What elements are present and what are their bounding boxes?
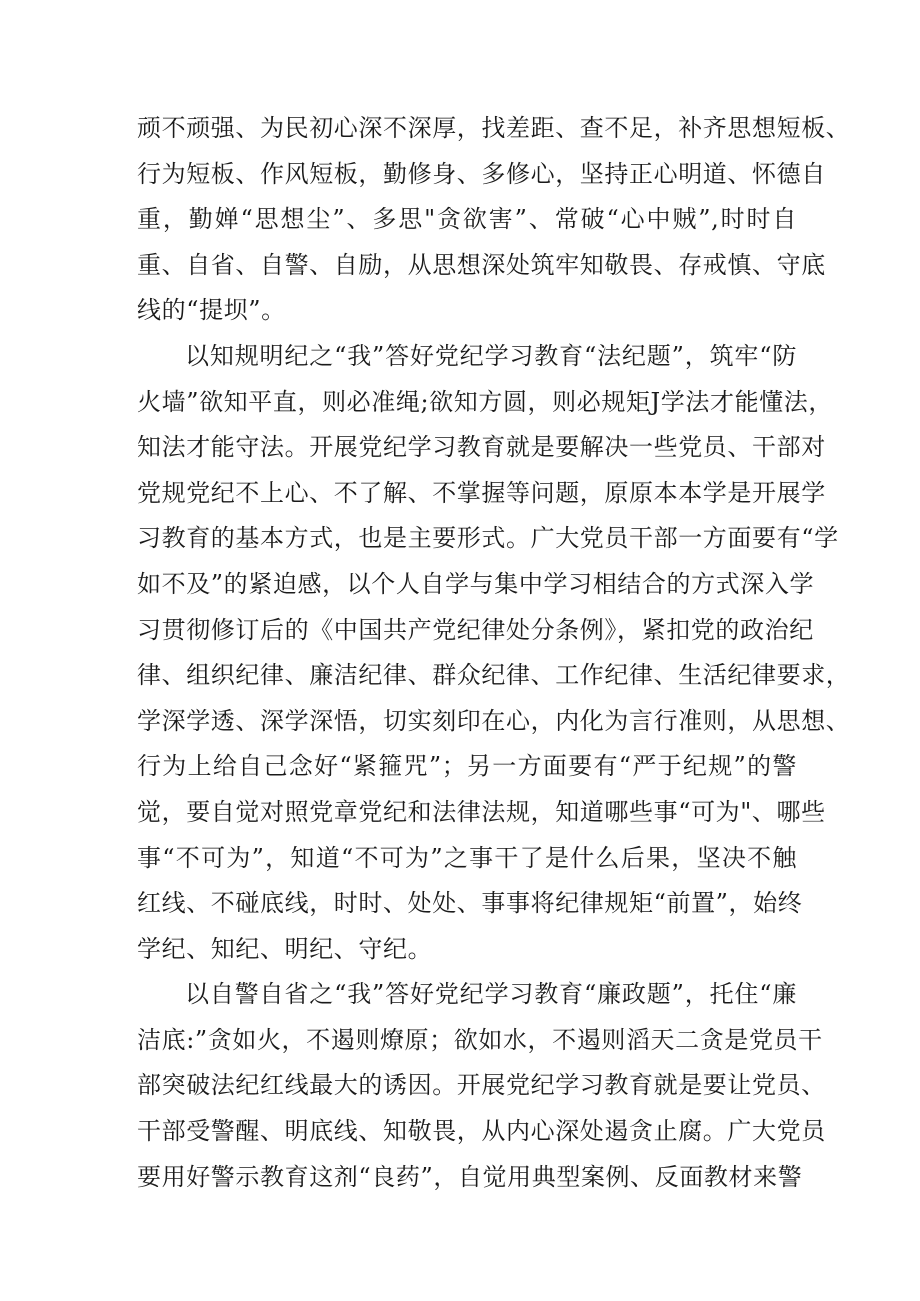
text-line: 要用好警示教育这剂“良药”，自觉用典型案例、反面教材来警 [137, 1162, 803, 1191]
text-line: 如不及”的紧迫感，以个人自学与集中学习相结合的方式深入学 [137, 569, 815, 598]
text-line: 觉，要自觉对照党章党纪和法律法规，知道哪些事“可为"、哪些 [137, 797, 826, 826]
paragraph-1 [137, 106, 851, 334]
text-line: 重、自省、自警、自励，从思想深处筑牢知敬畏、存戒慎、守底 [137, 250, 826, 279]
text-line: 律、组织纪律、廉洁纪律、群众纪律、工作纪律、生活纪律要求， [137, 661, 851, 690]
text-line: 干部受警醒、明底线、知敬畏，从内心深处遏贪止腐。广大党员 [137, 1117, 826, 1146]
paragraph-3 [137, 972, 826, 1200]
text-line: 习教育的基本方式，也是主要形式。广大党员干部一方面要有“学 [137, 524, 839, 553]
text-line: 行为短板、作风短板，勤修身、多修心，坚持正心明道、怀德自 [137, 159, 826, 188]
text-line: 行为上给自己念好“紧箍咒”；另一方面要有“严于纪规”的警 [137, 752, 797, 781]
text-line: 学深学透、深学深悟，切实刻印在心，内化为言行准则，从思想、 [137, 706, 851, 735]
text-line: 党规党纪不上心、不了解、不掌握等问题，原原本本学是开展学 [137, 478, 826, 507]
text-line: 洁底:”贪如火，不遏则燎原；欲如水，不遏则滔天二贪是党员干 [137, 1025, 823, 1054]
text-line: 火墙”欲知平直，则必准绳;欲知方圆，则必规矩J学法才能懂法， [137, 387, 833, 416]
text-line: 线的“提坝”。 [137, 296, 286, 325]
text-line: 红线、不碰底线，时时、处处、事事将纪律规矩“前置”，始终 [137, 889, 803, 918]
body-text [137, 106, 851, 1200]
text-line: 以自警自省之“我”答好党纪学习教育“廉政题”，托住“廉 [185, 980, 797, 1009]
text-line: 部突破法纪红线最大的诱因。开展党纪学习教育就是要让党员、 [137, 1071, 826, 1100]
text-line: 事“不可为”，知道“不可为”之事干了是什么后果，坚决不触 [137, 843, 797, 872]
text-line: 学纪、知纪、明纪、守纪。 [137, 934, 433, 963]
text-line: 顽不顽强、为民初心深不深厚，找差距、查不足，补齐思想短板、 [137, 114, 851, 142]
text-line: 重，勤婵“思想尘”、多思"贪欲害”、常破“心中贼”,时时自 [137, 205, 797, 234]
text-line: 习贯彻修订后的《中国共产党纪律处分条例》，紧扣党的政治纪 [137, 615, 814, 644]
paragraph-2 [137, 334, 851, 972]
text-line: 知法才能守法。开展党纪学习教育就是要解决一些党员、干部对 [137, 433, 826, 462]
text-line: 以知规明纪之“我”答好党纪学习教育“法纪题”，筑牢“防 [185, 341, 797, 370]
